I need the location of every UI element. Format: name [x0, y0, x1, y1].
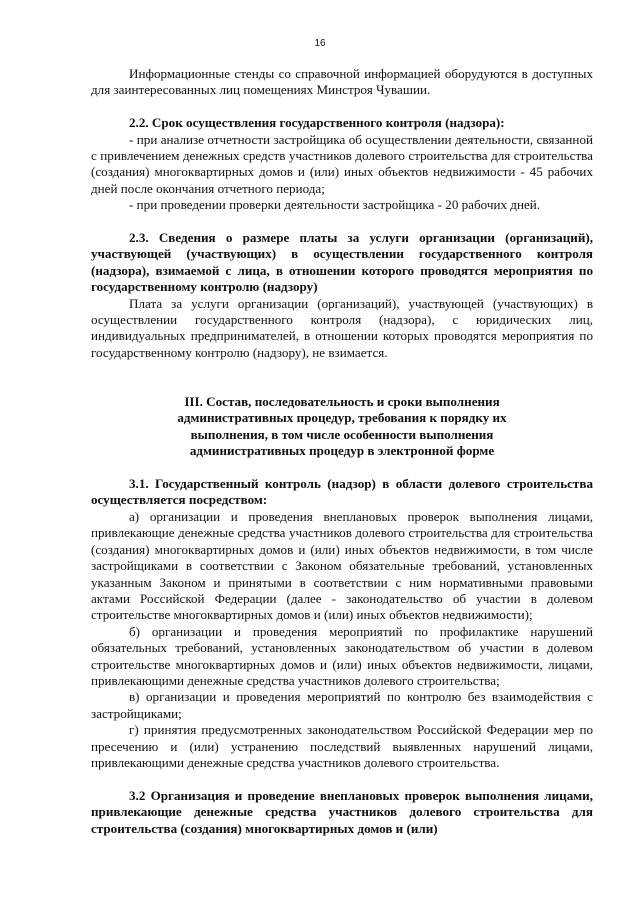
paragraph-2-2-reporting: - при анализе отчетности застройщика об осуществлении деятельности, связанной с привлечением денежных средств участников долевого строительства для строительства (создания) многоквартирных домов и (или) иных объектов недвижимости - 45 рабочих дней после окончания отчетного периода; [91, 131, 593, 196]
paragraph-2-3-fee: Плата за услуги организации (организаций), участвующей (участвующих) в осуществлении государственного контроля (надзора), с юридических лиц, индивидуальных предпринимателей, в отношении которых проводятся мероприятия по государственному контролю (надзору), не взимается. [91, 295, 593, 360]
section-3-title: III. Состав, последовательность и сроки выполнения административных процедур, требования к порядку их выполнения, в том числе особенности выполнения административных процедур в электронной форме [177, 394, 507, 459]
document-body [91, 66, 593, 837]
paragraph-info-stands: Информационные стенды со справочной информацией оборудуются в доступных для заинтересованных лиц помещениях Минстроя Чувашии. [91, 66, 593, 98]
heading-2-2: 2.2. Срок осуществления государственного контроля (надзора): [129, 115, 505, 131]
paragraph-3-1-b: б) организации и проведения мероприятий по профилактике нарушений обязательных требований, установленных законодательством об участии в долевом строительстве многоквартирных домов и (или) иных объектов недвижимости, лицами, привлекающими денежные средства участников долевого строительства; [91, 623, 593, 688]
heading-3-1: 3.1. Государственный контроль (надзор) в области долевого строительства осуществляется посредством: [91, 476, 593, 508]
heading-2-3: 2.3. Сведения о размере платы за услуги организации (организаций), участвующей (участвующих) в осуществлении государственного контроля (надзора), взимаемой с лица, в отношении которого проводятся мероприятия по государственному контролю (надзору) [91, 230, 593, 295]
paragraph-3-1-c: в) организации и проведения мероприятий по контролю без взаимодействия с застройщиками; [91, 689, 593, 721]
paragraph-3-1-d: г) принятия предусмотренных законодательством Российской Федерации мер по пресечению и (или) устранению последствий выявленных нарушений лицами, привлекающими денежные средства участников долевого строительства. [91, 722, 593, 770]
paragraph-2-2-inspection: - при проведении проверки деятельности застройщика - 20 рабочих дней. [129, 197, 541, 213]
paragraph-3-1-a: а) организации и проведения внеплановых проверок выполнения лицами, привлекающие денежные средства участников долевого строительства для строительства (создания) многоквартирных домов и (или) иных объектов недвижимости, в том числе застройщиками в соответствии с Законом обязательные требований, установленных указанным Законом и принятыми в соответствии с ним нормативными правовыми актами Российской Федерации (далее - законодательство об участии в долевом строительстве многоквартирных домов и (или) иных объектов недвижимости); [91, 508, 593, 623]
page-number: 16 [314, 38, 326, 49]
heading-3-2: 3.2 Организация и проведение внеплановых проверок выполнения лицами, привлекающие денежные средства участников долевого строительства для строительства (создания) многоквартирных домов и (или) [91, 787, 593, 836]
